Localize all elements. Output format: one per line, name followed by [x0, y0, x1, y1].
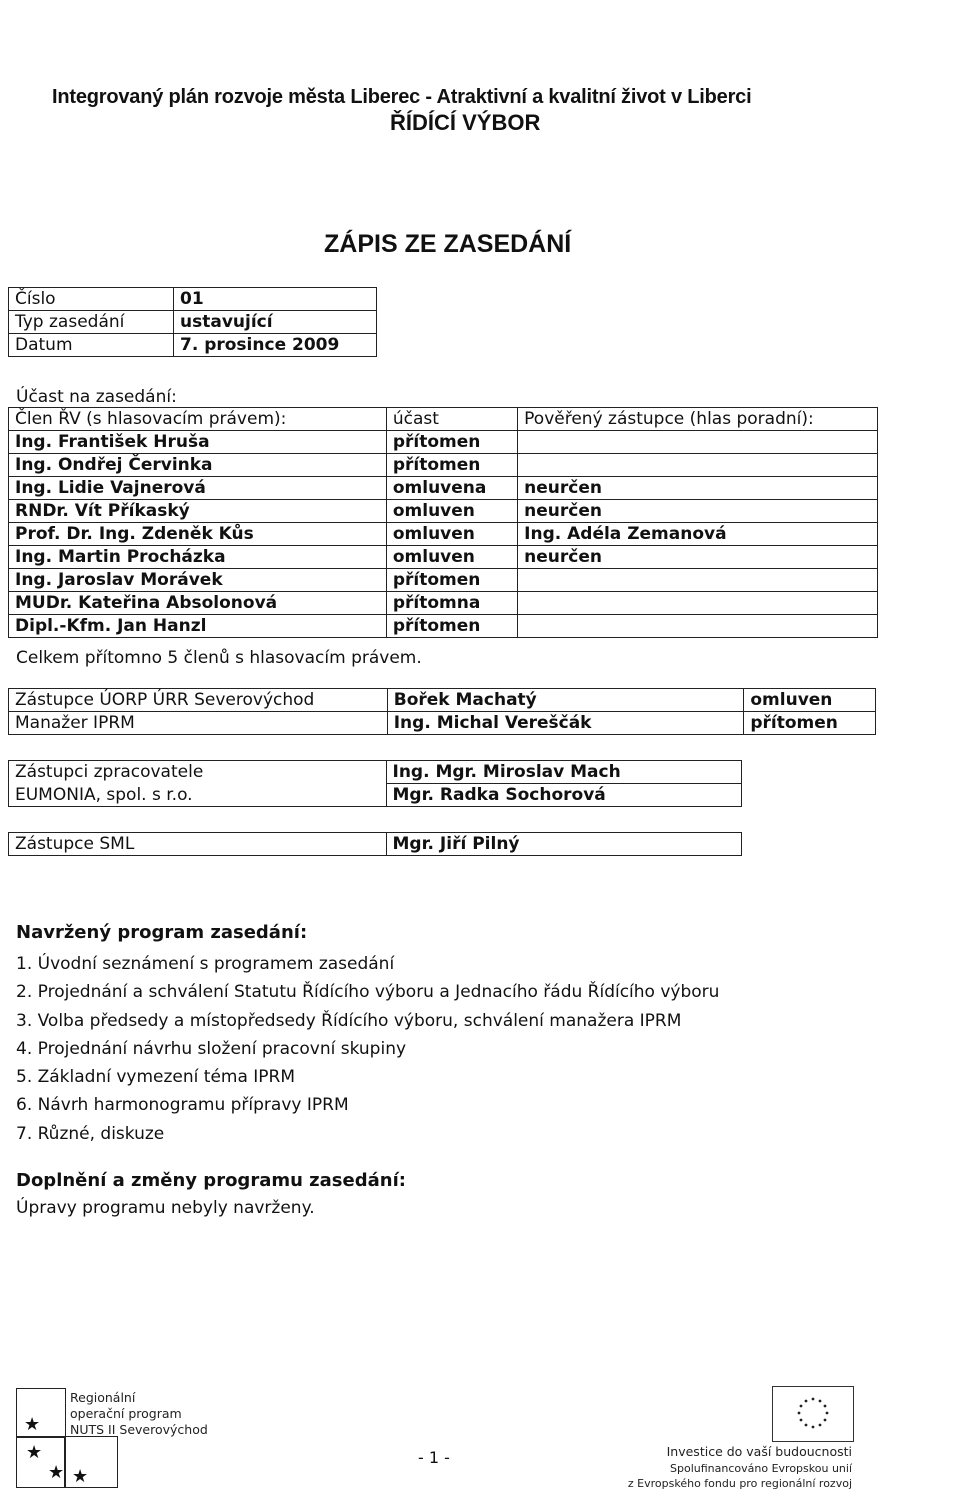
member-deputy — [518, 454, 878, 477]
member-name: Ing. Ondřej Červinka — [9, 454, 387, 477]
list-item: 2. Projednání a schválení Statutu Řídícího výboru a Jednacího řádu Řídícího výboru — [16, 982, 720, 1003]
member-name: Ing. Lidie Vajnerová — [9, 477, 387, 500]
list-item: 4. Projednání návrhu složení pracovní skupiny — [16, 1038, 407, 1059]
list-item: 5. Základní vymezení téma IPRM — [16, 1067, 296, 1088]
column-header: Pověřený zástupce (hlas poradní): — [518, 408, 878, 431]
eu-cofinance: Spolufinancováno Evropskou unií — [670, 1462, 852, 1475]
list-item: 3. Volba předsedy a místopředsedy Řídícího výboru, schválení manažera IPRM — [16, 1010, 682, 1031]
member-deputy — [518, 569, 878, 592]
attendee-status: přítomen — [744, 712, 876, 735]
member-status: přítomen — [386, 431, 517, 454]
table-row — [9, 761, 742, 784]
member-name: MUDr. Kateřina Absolonová — [9, 592, 387, 615]
document-header: Integrovaný plán rozvoje města Liberec - Atraktivní a kvalitní život v Liberci — [52, 86, 752, 108]
role-label: Zástupce SML — [9, 833, 387, 856]
member-name: RNDr. Vít Příkaský — [9, 500, 387, 523]
table-row — [9, 615, 878, 638]
table-row — [9, 689, 876, 712]
member-status: omluven — [386, 523, 517, 546]
member-deputy: neurčen — [518, 477, 878, 500]
table-row — [9, 523, 878, 546]
role-label: Manažer IPRM — [9, 712, 388, 735]
column-header: účast — [386, 408, 517, 431]
list-item: 1. Úvodní seznámení s programem zasedání — [16, 954, 395, 974]
attendance-header-row — [9, 408, 878, 431]
info-value: ustavující — [174, 311, 377, 334]
member-deputy: neurčen — [518, 546, 878, 569]
rop-line: Regionální — [70, 1390, 136, 1405]
attendee-name: Ing. Michal Vereščák — [387, 712, 744, 735]
column-header: Člen ŘV (s hlasovacím právem): — [9, 408, 387, 431]
table-row — [9, 500, 878, 523]
attendee-name: Bořek Machatý — [387, 689, 744, 712]
list-item: 7. Různé, diskuze — [16, 1123, 165, 1144]
page-number: - 1 - — [418, 1448, 450, 1467]
sml-table — [8, 832, 742, 856]
member-deputy: Ing. Adéla Zemanová — [518, 523, 878, 546]
info-value: 7. prosince 2009 — [174, 334, 377, 357]
member-status: přítomen — [386, 569, 517, 592]
member-name: Prof. Dr. Ing. Zdeněk Kůs — [9, 523, 387, 546]
info-value: 01 — [174, 288, 377, 311]
table-row — [9, 833, 742, 856]
star-icon: ★ — [48, 1462, 65, 1483]
table-row — [9, 712, 876, 735]
member-name: Dipl.-Kfm. Jan Hanzl — [9, 615, 387, 638]
star-icon: ★ — [72, 1466, 89, 1487]
info-row — [9, 311, 377, 334]
info-label: Datum — [9, 334, 174, 357]
list-item: 6. Návrh harmonogramu přípravy IPRM — [16, 1095, 349, 1116]
attendee-name: Mgr. Radka Sochorová — [386, 784, 742, 807]
eu-slogan: Investice do vaší budoucnosti — [666, 1444, 852, 1459]
attendance-total: Celkem přítomno 5 členů s hlasovacím právem. — [16, 648, 422, 668]
member-status: přítomen — [386, 454, 517, 477]
attendee-name: Mgr. Jiří Pilný — [386, 833, 742, 856]
changes-text: Úpravy programu nebyly navrženy. — [16, 1198, 315, 1218]
member-status: přítomna — [386, 592, 517, 615]
table-row — [9, 477, 878, 500]
info-row — [9, 288, 377, 311]
other-attendees-table — [8, 688, 876, 735]
attendance-intro: Účast na zasedání: — [16, 387, 177, 407]
attendee-name: Ing. Mgr. Miroslav Mach — [386, 761, 742, 784]
table-row — [9, 546, 878, 569]
member-status: omluvena — [386, 477, 517, 500]
info-row — [9, 334, 377, 357]
rop-text — [70, 1390, 208, 1438]
meeting-info-table — [8, 287, 377, 357]
table-row — [9, 454, 878, 477]
table-row — [9, 431, 878, 454]
rop-line: operační program — [70, 1406, 182, 1421]
committee-title: ŘÍDÍCÍ VÝBOR — [390, 110, 541, 135]
changes-heading: Doplnění a změny programu zasedání: — [16, 1170, 406, 1191]
table-row — [9, 592, 878, 615]
eu-flag-icon — [772, 1386, 854, 1442]
eu-fund: z Evropského fondu pro regionální rozvoj — [627, 1477, 852, 1490]
member-deputy — [518, 615, 878, 638]
table-row — [9, 569, 878, 592]
star-icon: ★ — [24, 1414, 41, 1435]
member-status: přítomen — [386, 615, 517, 638]
star-icon: ★ — [26, 1442, 43, 1463]
program-heading: Navržený program zasedání: — [16, 922, 308, 943]
info-label: Číslo — [9, 288, 174, 311]
member-name: Ing. Martin Procházka — [9, 546, 387, 569]
role-label: Zástupci zpracovatele — [9, 761, 387, 784]
page-title: ZÁPIS ZE ZASEDÁNÍ — [324, 230, 572, 258]
member-deputy — [518, 431, 878, 454]
member-name: Ing. Jaroslav Morávek — [9, 569, 387, 592]
rop-line: NUTS II Severovýchod — [70, 1422, 208, 1437]
processor-table — [8, 760, 742, 807]
member-deputy — [518, 592, 878, 615]
member-name: Ing. František Hruša — [9, 431, 387, 454]
table-row — [9, 784, 742, 807]
attendee-status: omluven — [744, 689, 876, 712]
role-label: EUMONIA, spol. s r.o. — [9, 784, 387, 807]
role-label: Zástupce ÚORP ÚRR Severovýchod — [9, 689, 388, 712]
member-deputy: neurčen — [518, 500, 878, 523]
member-status: omluven — [386, 546, 517, 569]
program-list — [16, 950, 719, 1148]
member-status: omluven — [386, 500, 517, 523]
attendance-table — [8, 407, 878, 638]
info-label: Typ zasedání — [9, 311, 174, 334]
